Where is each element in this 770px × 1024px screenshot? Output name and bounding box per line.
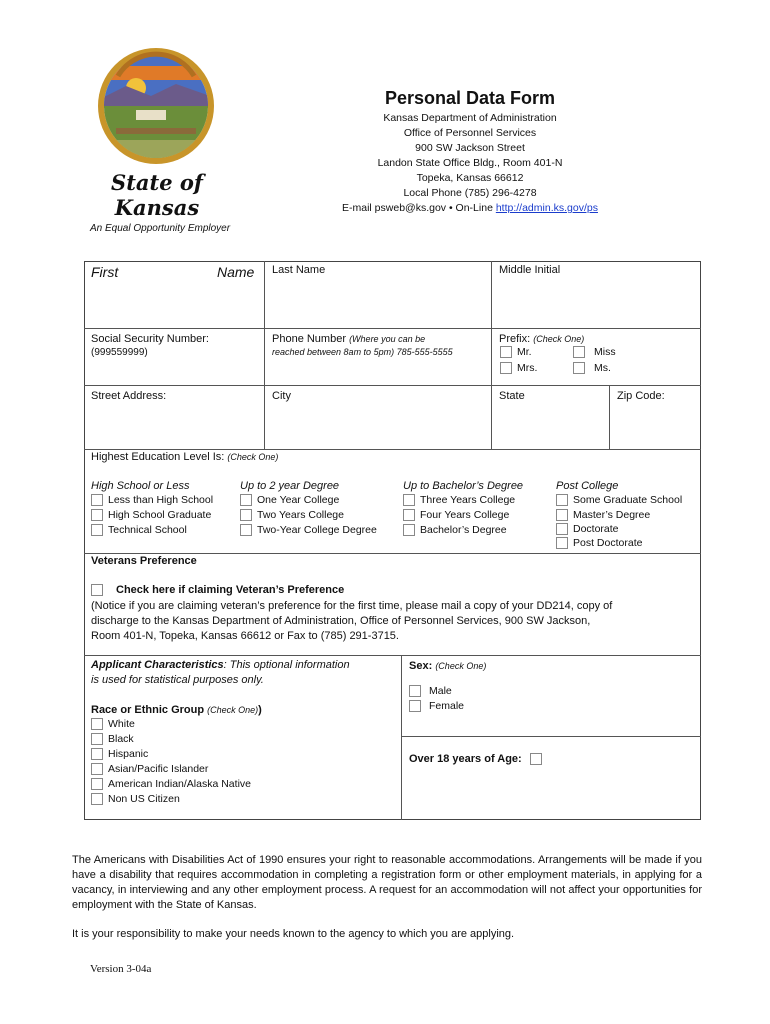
checkbox[interactable] [240,524,252,536]
prefix-label: Prefix: [499,333,531,345]
veterans-notice: (Notice if you are claiming veteran’s preference for the first time, please mail a copy of your DD214, copy of discharge to the Kansas Department of Administration, Office of Personnel Services, 900 SW Jackson, Room 401-N, Topeka, Kansas 66612 or Fax to (785) 291-3715. [91,600,613,642]
address-line: Office of Personnel Services [403,127,537,139]
zip-code-field[interactable] [610,405,700,448]
kansas-label: Kansas [114,195,200,220]
checkbox[interactable] [500,362,512,374]
race-option[interactable]: Asian/Pacific Islander [91,763,208,775]
applicant-heading-row: Applicant Characteristics: This optional information [91,659,350,671]
edu-option[interactable]: High School Graduate [91,509,211,521]
sex-hint: (Check One) [435,661,487,671]
race-option[interactable]: Hispanic [91,748,148,760]
checkbox[interactable] [403,509,415,521]
address-block [320,111,620,216]
checkbox[interactable] [91,718,103,730]
checkbox[interactable] [403,524,415,536]
address-line: Topeka, Kansas 66612 [416,172,524,184]
address-line: Landon State Office Bldg., Room 401-N [377,157,563,169]
checkbox[interactable] [91,733,103,745]
address-line: Kansas Department of Administration [383,112,557,124]
address-line: Local Phone (785) 296-4278 [403,187,537,199]
checkbox[interactable] [530,753,542,765]
edu-heading-high-school: High School or Less [91,480,190,492]
checkbox[interactable] [556,494,568,506]
applicant-subtext: is used for statistical purposes only. [91,674,264,686]
sex-option-female[interactable]: Female [409,700,464,712]
checkbox[interactable] [91,494,103,506]
city-field[interactable] [265,405,490,448]
edu-option[interactable]: Three Years College [403,494,515,506]
race-option[interactable]: White [91,718,135,730]
street-address-field[interactable] [85,405,263,448]
last-name-field[interactable] [265,282,490,327]
race-option[interactable]: Black [91,733,134,745]
email-text: E-mail psweb@ks.gov • On-Line [342,202,496,214]
sex-label-row [409,660,486,672]
education-label: Highest Education Level Is: [91,451,225,463]
education-hint: (Check One) [227,452,279,462]
middle-initial-field[interactable] [492,282,700,327]
prefix-label-row [499,333,584,345]
first-name-field[interactable] [85,282,263,327]
checkbox[interactable] [403,494,415,506]
ssn-field[interactable] [85,360,263,384]
checkbox[interactable] [91,524,103,536]
edu-heading-post-college: Post College [556,480,619,492]
prefix-option-ms[interactable]: Ms. [573,362,611,374]
edu-option[interactable]: Master’s Degree [556,509,650,521]
prefix-hint: (Check One) [533,334,585,344]
name-label: Name [217,264,255,280]
edu-heading-bachelors: Up to Bachelor’s Degree [403,480,524,492]
edu-option[interactable]: Two Years College [240,509,344,521]
veterans-checkbox-row[interactable]: Check here if claiming Veteran’s Preference [91,584,344,596]
state-field[interactable] [492,405,608,448]
checkbox[interactable] [556,509,568,521]
checkbox[interactable] [240,494,252,506]
race-option[interactable]: Non US Citizen [91,793,180,805]
checkbox[interactable] [409,700,421,712]
checkbox[interactable] [91,763,103,775]
checkbox[interactable] [409,685,421,697]
zip-code-label: Zip Code: [617,390,665,402]
state-label: State [499,390,525,402]
edu-option[interactable]: Four Years College [403,509,509,521]
checkbox[interactable] [91,584,103,596]
edu-option[interactable]: One Year College [240,494,339,506]
checkbox[interactable] [556,523,568,535]
ada-paragraph: The Americans with Disabilities Act of 1990 ensures your right to reasonable accommodations. Arrangements will be made if you have a disability that requires accommodation in completing a registration form or other employment materials, in applying for a vacancy, in interviewing and any other employment process. A request for an accommodation will not affect your opportunities for employment with the State of Kansas. [72,854,702,911]
race-label: Race or Ethnic Group [91,704,205,716]
edu-option[interactable]: Two-Year College Degree [240,524,377,536]
edu-option[interactable]: Technical School [91,524,187,536]
veterans-heading: Veterans Preference [91,555,197,567]
checkbox[interactable] [573,346,585,358]
edu-option[interactable]: Some Graduate School [556,494,682,506]
middle-initial-label: Middle Initial [499,264,561,276]
over-18-row[interactable] [409,753,547,765]
checkbox[interactable] [91,778,103,790]
sex-label: Sex: [409,660,433,672]
phone-hint-line2: reached between 8am to 5pm) 785-555-5555 [272,347,453,357]
checkbox[interactable] [573,362,585,374]
website-link[interactable]: http://admin.ks.gov/ps [495,202,598,214]
city-label: City [272,390,291,402]
sex-option-male[interactable]: Male [409,685,452,697]
ssn-hint: (999559999) [91,347,148,358]
race-option[interactable]: American Indian/Alaska Native [91,778,251,790]
over-18-label: Over 18 years of Age: [409,753,522,765]
phone-field[interactable] [265,360,490,384]
last-name-label: Last Name [272,264,326,276]
checkbox[interactable] [240,509,252,521]
responsibility-paragraph: It is your responsibility to make your needs known to the agency to which you are applying. [72,928,515,940]
phone-label-row [272,333,425,345]
prefix-option-mr[interactable]: Mr. [500,346,532,358]
equal-opportunity-text: An Equal Opportunity Employer [90,223,231,234]
edu-option[interactable]: Doctorate [556,523,619,535]
applicant-heading: Applicant Characteristics [91,659,224,671]
ssn-label: Social Security Number: [91,333,209,345]
edu-heading-two-year: Up to 2 year Degree [240,480,340,492]
checkbox[interactable] [556,537,568,549]
edu-option[interactable]: Post Doctorate [556,537,642,549]
address-line: 900 SW Jackson Street [415,142,525,154]
page-title: Personal Data Form [384,88,556,108]
prefix-option-mrs[interactable]: Mrs. [500,362,537,374]
first-name-label: First [91,264,119,280]
version-label: Version 3-04a [90,963,152,975]
state-of-label: State of [111,170,203,195]
edu-option[interactable]: Bachelor’s Degree [403,524,507,536]
phone-label: Phone Number [272,333,346,345]
contact-line [320,201,620,216]
kansas-state-seal-icon [96,46,216,166]
prefix-option-miss[interactable]: Miss [573,346,616,358]
education-label-row [91,451,278,463]
checkbox[interactable] [91,509,103,521]
phone-hint: (Where you can be [349,334,426,344]
checkbox[interactable] [500,346,512,358]
race-label-row: Race or Ethnic Group (Check One)) [91,704,262,716]
checkbox[interactable] [91,793,103,805]
race-hint: (Check One) [207,705,259,715]
checkbox[interactable] [91,748,103,760]
edu-option[interactable]: Less than High School [91,494,213,506]
street-address-label: Street Address: [91,390,167,402]
